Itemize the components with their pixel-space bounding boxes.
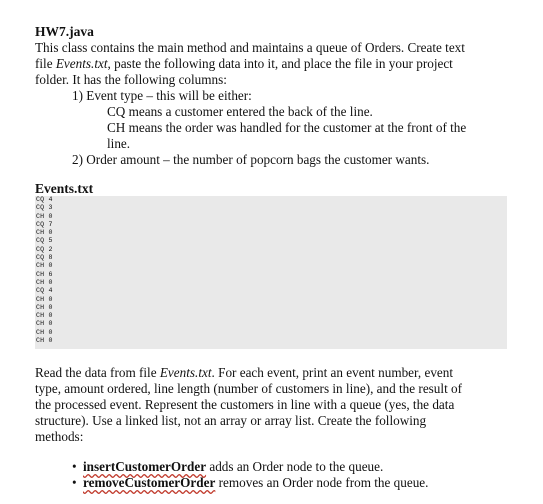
- read-line-2: type, amount ordered, line length (number of customers in line), and the result of: [35, 381, 463, 396]
- event-line: CQ 8: [36, 254, 53, 262]
- column-item-2: 2) Order amount – the number of popcorn bags the customer wants.: [72, 152, 430, 167]
- event-line: CH 0: [36, 278, 53, 286]
- event-line: CH 0: [36, 337, 53, 345]
- events-filename: Events.txt: [55, 56, 108, 71]
- bullet-remove: [72, 475, 428, 491]
- ch-description-line-2: line.: [107, 136, 131, 151]
- column-item-1: 1) Event type – this will be either:: [72, 88, 252, 103]
- event-line: CH 0: [36, 295, 53, 303]
- intro-line-1: This class contains the main method and maintains a queue of Orders. Create text: [35, 40, 465, 55]
- event-line: CH 0: [36, 212, 53, 220]
- method-name: removeCustomerOrder: [83, 475, 216, 490]
- event-line: CH 0: [36, 312, 53, 320]
- events-file-title: Events.txt: [35, 181, 94, 196]
- read-line-3: the processed event. Represent the customers in line with a queue (yes, the data: [35, 397, 455, 412]
- bullet-icon: •: [72, 459, 77, 474]
- event-line: CQ 7: [36, 220, 53, 228]
- events-code-block: [35, 196, 507, 349]
- method-description: removes an Order node from the queue.: [215, 475, 429, 490]
- read-line-4: structure). Use a linked list, not an array or array list. Create the following: [35, 413, 427, 428]
- intro-line-2: file Events.txt, paste the following data into it, and place the file in your project: [35, 56, 453, 71]
- event-line: CH 0: [36, 328, 53, 336]
- cq-description: CQ means a customer entered the back of the line.: [107, 104, 373, 119]
- method-name: insertCustomerOrder: [83, 459, 207, 474]
- event-line: CQ 2: [36, 245, 53, 253]
- method-description: adds an Order node to the queue.: [206, 459, 384, 474]
- event-line: CH 0: [36, 262, 53, 270]
- read-line-1: Read the data from file Events.txt. For each event, print an event number, event: [35, 365, 454, 380]
- document-title: HW7.java: [35, 24, 94, 39]
- ch-description-line-1: CH means the order was handled for the customer at the front of the: [107, 120, 467, 135]
- event-line: CH 0: [36, 320, 53, 328]
- events-filename-2: Events.txt: [159, 365, 212, 380]
- event-line: CH 6: [36, 270, 53, 278]
- event-line: CQ 4: [36, 287, 53, 295]
- intro-line-3: folder. It has the following columns:: [35, 72, 227, 87]
- event-line: CQ 3: [36, 204, 53, 212]
- event-line: CQ 5: [36, 237, 53, 245]
- event-line: CQ 4: [36, 196, 53, 203]
- bullet-insert: [72, 459, 383, 475]
- event-line: CH 0: [36, 303, 53, 311]
- event-line: CH 0: [36, 229, 53, 237]
- read-line-5: methods:: [35, 429, 84, 444]
- bullet-icon: •: [72, 475, 77, 490]
